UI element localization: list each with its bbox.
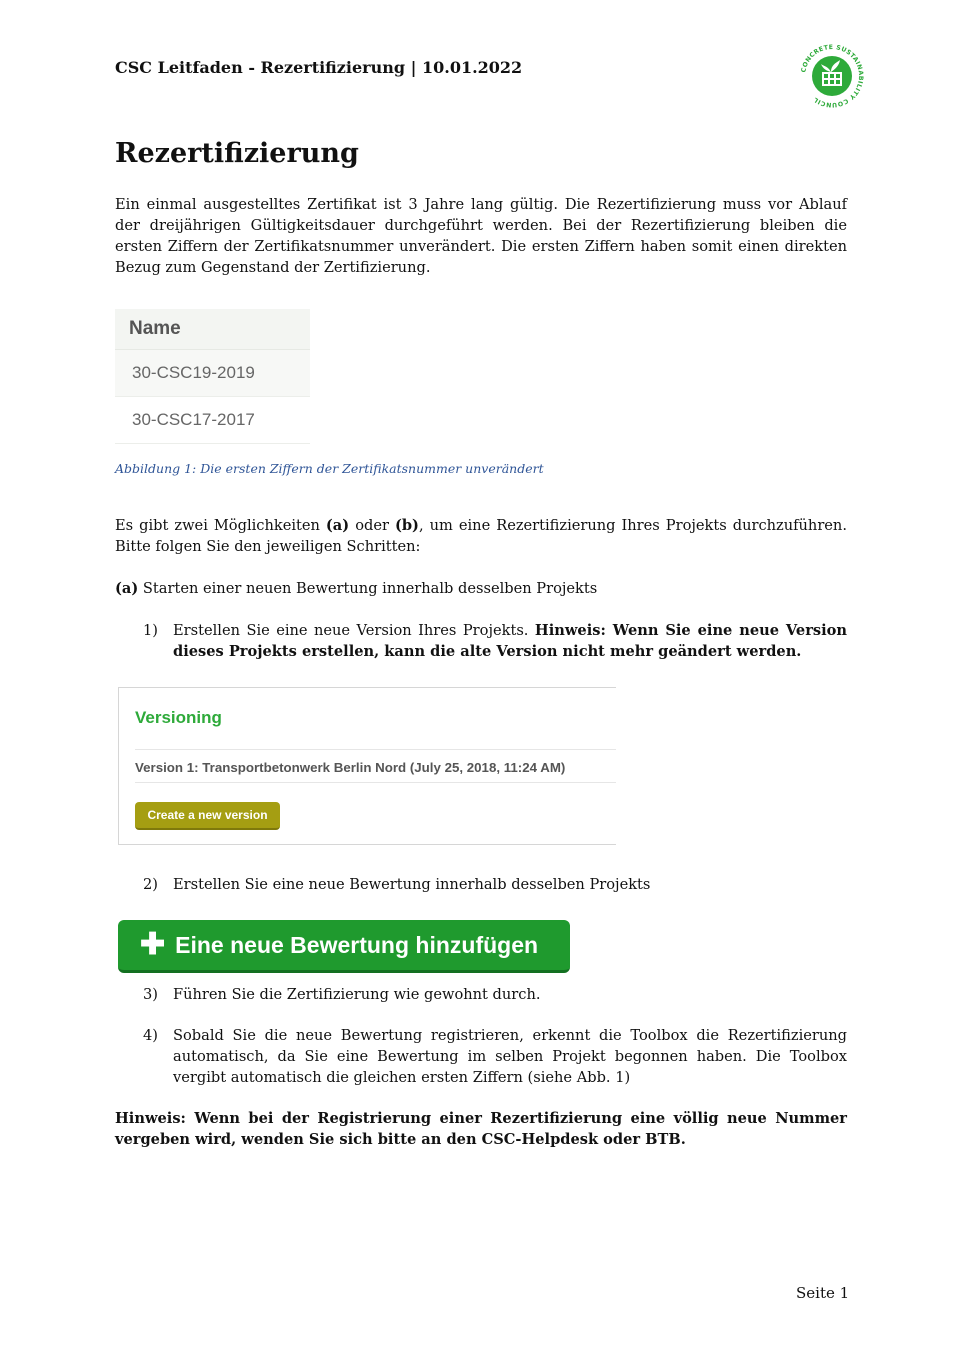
step-hint: Hinweis: Wenn Sie eine neue Version dieses Projekts erstellen, kann die alte Version nicht mehr geändert werden.	[173, 622, 847, 660]
option-b-label: (b)	[394, 517, 419, 534]
csc-logo	[798, 42, 866, 110]
step-text	[173, 620, 847, 662]
step-number: 3)	[143, 986, 158, 1003]
step-number: 2)	[143, 876, 158, 893]
create-version-button[interactable]: Create a new version	[135, 802, 280, 830]
options-paragraph	[115, 515, 847, 557]
version-entry: Version 1: Transportbetonwerk Berlin Nord (July 25, 2018, 11:24 AM)	[135, 760, 566, 775]
plus-icon: ✚	[140, 928, 166, 961]
option-a-text: Starten einer neuen Bewertung innerhalb desselben Projekts	[138, 580, 598, 597]
table-row: 30-CSC19-2019	[115, 350, 310, 397]
svg-text:CONCRETE SUSTAINABILITY COUNCI: CONCRETE SUSTAINABILITY COUNCIL	[800, 43, 865, 109]
option-a-marker: (a)	[115, 580, 139, 597]
add-assessment-button[interactable]	[118, 920, 570, 973]
option-a-heading	[115, 578, 847, 599]
note-paragraph: Hinweis: Wenn bei der Registrierung einer Rezertifizierung eine völlig neue Nummer vergeben wird, wenden Sie sich bitte an den CSC-Helpdesk oder BTB.	[115, 1110, 847, 1148]
intro-paragraph: Ein einmal ausgestelltes Zertifikat ist 3 Jahre lang gültig. Die Rezertifizierung muss vor Ablauf der dreijährigen Gültigkeitsdauer durchgeführt werden. Bei der Rezertifizierung bleiben die ersten Ziffern der Zertifikatsnummer unverändert. Die ersten Ziffern haben somit einen direkten Bezug zum Gegenstand der Zertifizierung.	[115, 196, 847, 276]
step-text: Erstellen Sie eine neue Bewertung innerhalb desselben Projekts	[173, 876, 651, 893]
table-row: 30-CSC17-2017	[115, 397, 310, 444]
options-text-post: , um eine Rezertifizierung Ihres Projekts durchzuführen. Bitte folgen Sie den jeweiligen Schritten:	[115, 517, 847, 555]
page-number: Seite 1	[796, 1284, 850, 1302]
versioning-title: Versioning	[135, 708, 222, 727]
options-text-mid: oder	[349, 517, 395, 534]
step-text: Führen Sie die Zertifizierung wie gewohnt durch.	[173, 986, 541, 1003]
add-assessment-label: Eine neue Bewertung hinzufügen	[175, 931, 539, 958]
option-a-label: (a)	[325, 517, 350, 534]
step-text: Sobald Sie die neue Bewertung registrieren, erkennt die Toolbox die Rezertifizierung automatisch, da Sie eine Bewertung im selben Projekt begonnen haben. Die Toolbox vergibt automatisch die gleichen ersten Ziffern (siehe Abb. 1)	[173, 1027, 847, 1086]
options-text-pre: Es gibt zwei Möglichkeiten	[115, 517, 326, 534]
figure-caption: Abbildung 1: Die ersten Ziffern der Zertifikatsnummer unverändert	[115, 461, 544, 476]
step-number: 1)	[143, 622, 158, 639]
divider	[135, 782, 616, 783]
step-text-regular: Erstellen Sie eine neue Version Ihres Projekts.	[173, 622, 535, 639]
step-number: 4)	[143, 1027, 158, 1044]
header-title: CSC Leitfaden - Rezertifizierung | 10.01.2022	[115, 58, 523, 77]
figure-versioning	[118, 687, 616, 845]
divider	[135, 749, 616, 750]
page-heading: Rezertifizierung	[115, 138, 359, 169]
figure-name-table	[115, 309, 310, 446]
table-header: Name	[115, 309, 310, 350]
